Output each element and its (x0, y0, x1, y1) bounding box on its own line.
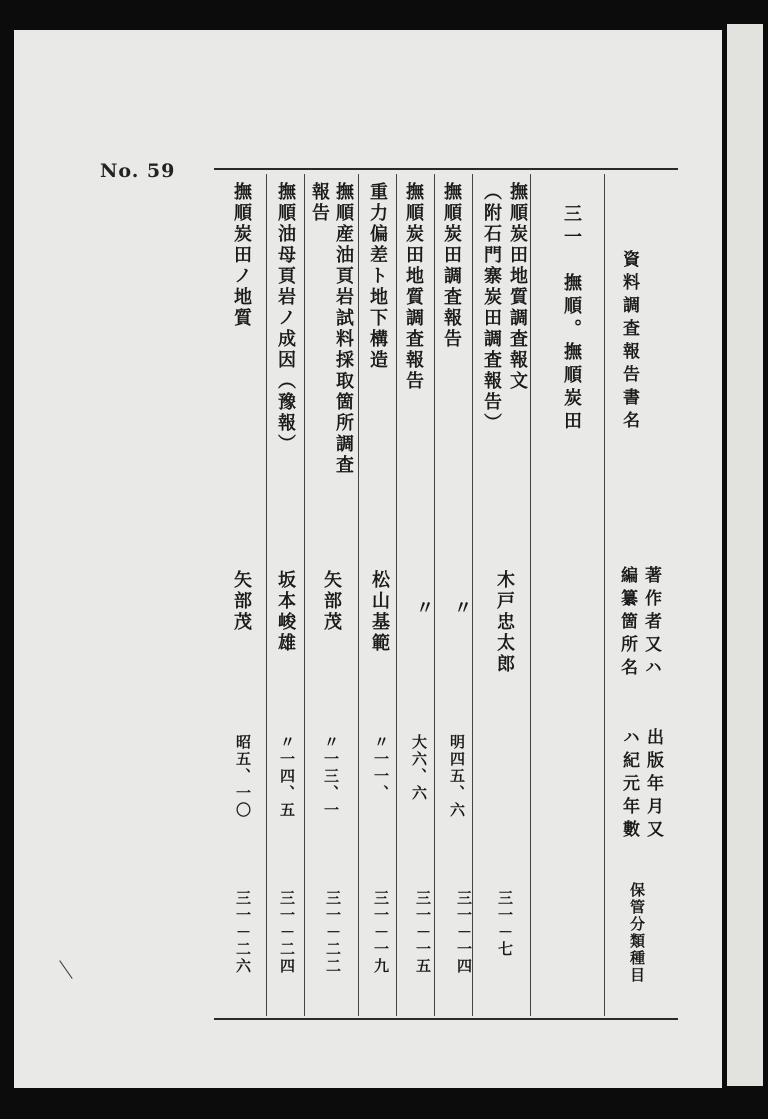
row5-author: 矢部茂 (321, 570, 342, 633)
row7-class: 三一－二六 (234, 890, 252, 975)
section-heading: 三一 撫順。撫順炭田 (561, 204, 582, 434)
row2-title: 撫順炭田調査報告 (441, 182, 462, 350)
adjacent-page-edge (727, 24, 763, 1086)
row-rule-7 (266, 174, 267, 1016)
row6-author: 坂本峻雄 (275, 570, 296, 654)
row3-author: 〃 (413, 598, 434, 619)
row5-title-line2: 報告 (309, 182, 330, 224)
row3-title: 撫順炭田地質調査報告 (403, 182, 424, 392)
row6-date: 〃一四、五 (278, 734, 296, 819)
row7-title: 撫順炭田ノ地質 (231, 182, 252, 329)
row5-class: 三一－二二 (324, 890, 342, 975)
row1-title-line2: （附石門寨炭田調査報告） (481, 182, 502, 434)
row2-class: 三一－一四 (455, 890, 473, 975)
row5-title-line1: 撫順産油頁岩試料採取箇所調査 (333, 182, 354, 476)
row4-class: 三一－一九 (372, 890, 390, 975)
header-rule (604, 174, 605, 1016)
row7-author: 矢部茂 (231, 570, 252, 633)
row1-author: 木戸忠太郎 (494, 570, 515, 675)
row2-author: 〃 (451, 598, 472, 619)
row4-title: 重力偏差ト地下構造 (367, 182, 388, 371)
table-top-rule (214, 168, 678, 170)
row-rule-4 (396, 174, 397, 1016)
row-rule-3 (434, 174, 435, 1016)
row3-date: 大六、六 (410, 734, 428, 802)
row6-title: 撫順油母頁岩ノ成因（豫報） (275, 182, 296, 455)
row6-class: 三一－二四 (278, 890, 296, 975)
page-number: No. 59 (100, 160, 176, 182)
row5-date: 〃一三、一 (322, 734, 340, 819)
row-rule-1 (530, 174, 531, 1016)
header-date-line2: ハ紀元年數 (619, 728, 639, 843)
catalog-table (214, 168, 678, 1020)
header-class: 保管分類種目 (628, 882, 646, 984)
row-rule-5 (358, 174, 359, 1016)
row7-date: 昭五、一〇 (234, 734, 252, 819)
row4-date: 〃一一、 (372, 734, 390, 802)
table-bottom-rule (214, 1018, 678, 1020)
header-author-line2: 編纂箇所名 (617, 566, 637, 681)
header-author-line1: 著作者又ハ (641, 566, 661, 681)
row3-class: 三一－一五 (414, 890, 432, 975)
row1-title-line1: 撫順炭田地質調査報文 (507, 182, 528, 392)
row-rule-6 (304, 174, 305, 1016)
row1-date: 明四五、六 (448, 734, 466, 819)
row1-class: 三一－七 (496, 890, 514, 958)
header-date-line1: 出版年月又 (643, 728, 663, 843)
header-title: 資料調査報告書名 (619, 250, 639, 434)
row4-author: 松山基範 (369, 570, 390, 654)
